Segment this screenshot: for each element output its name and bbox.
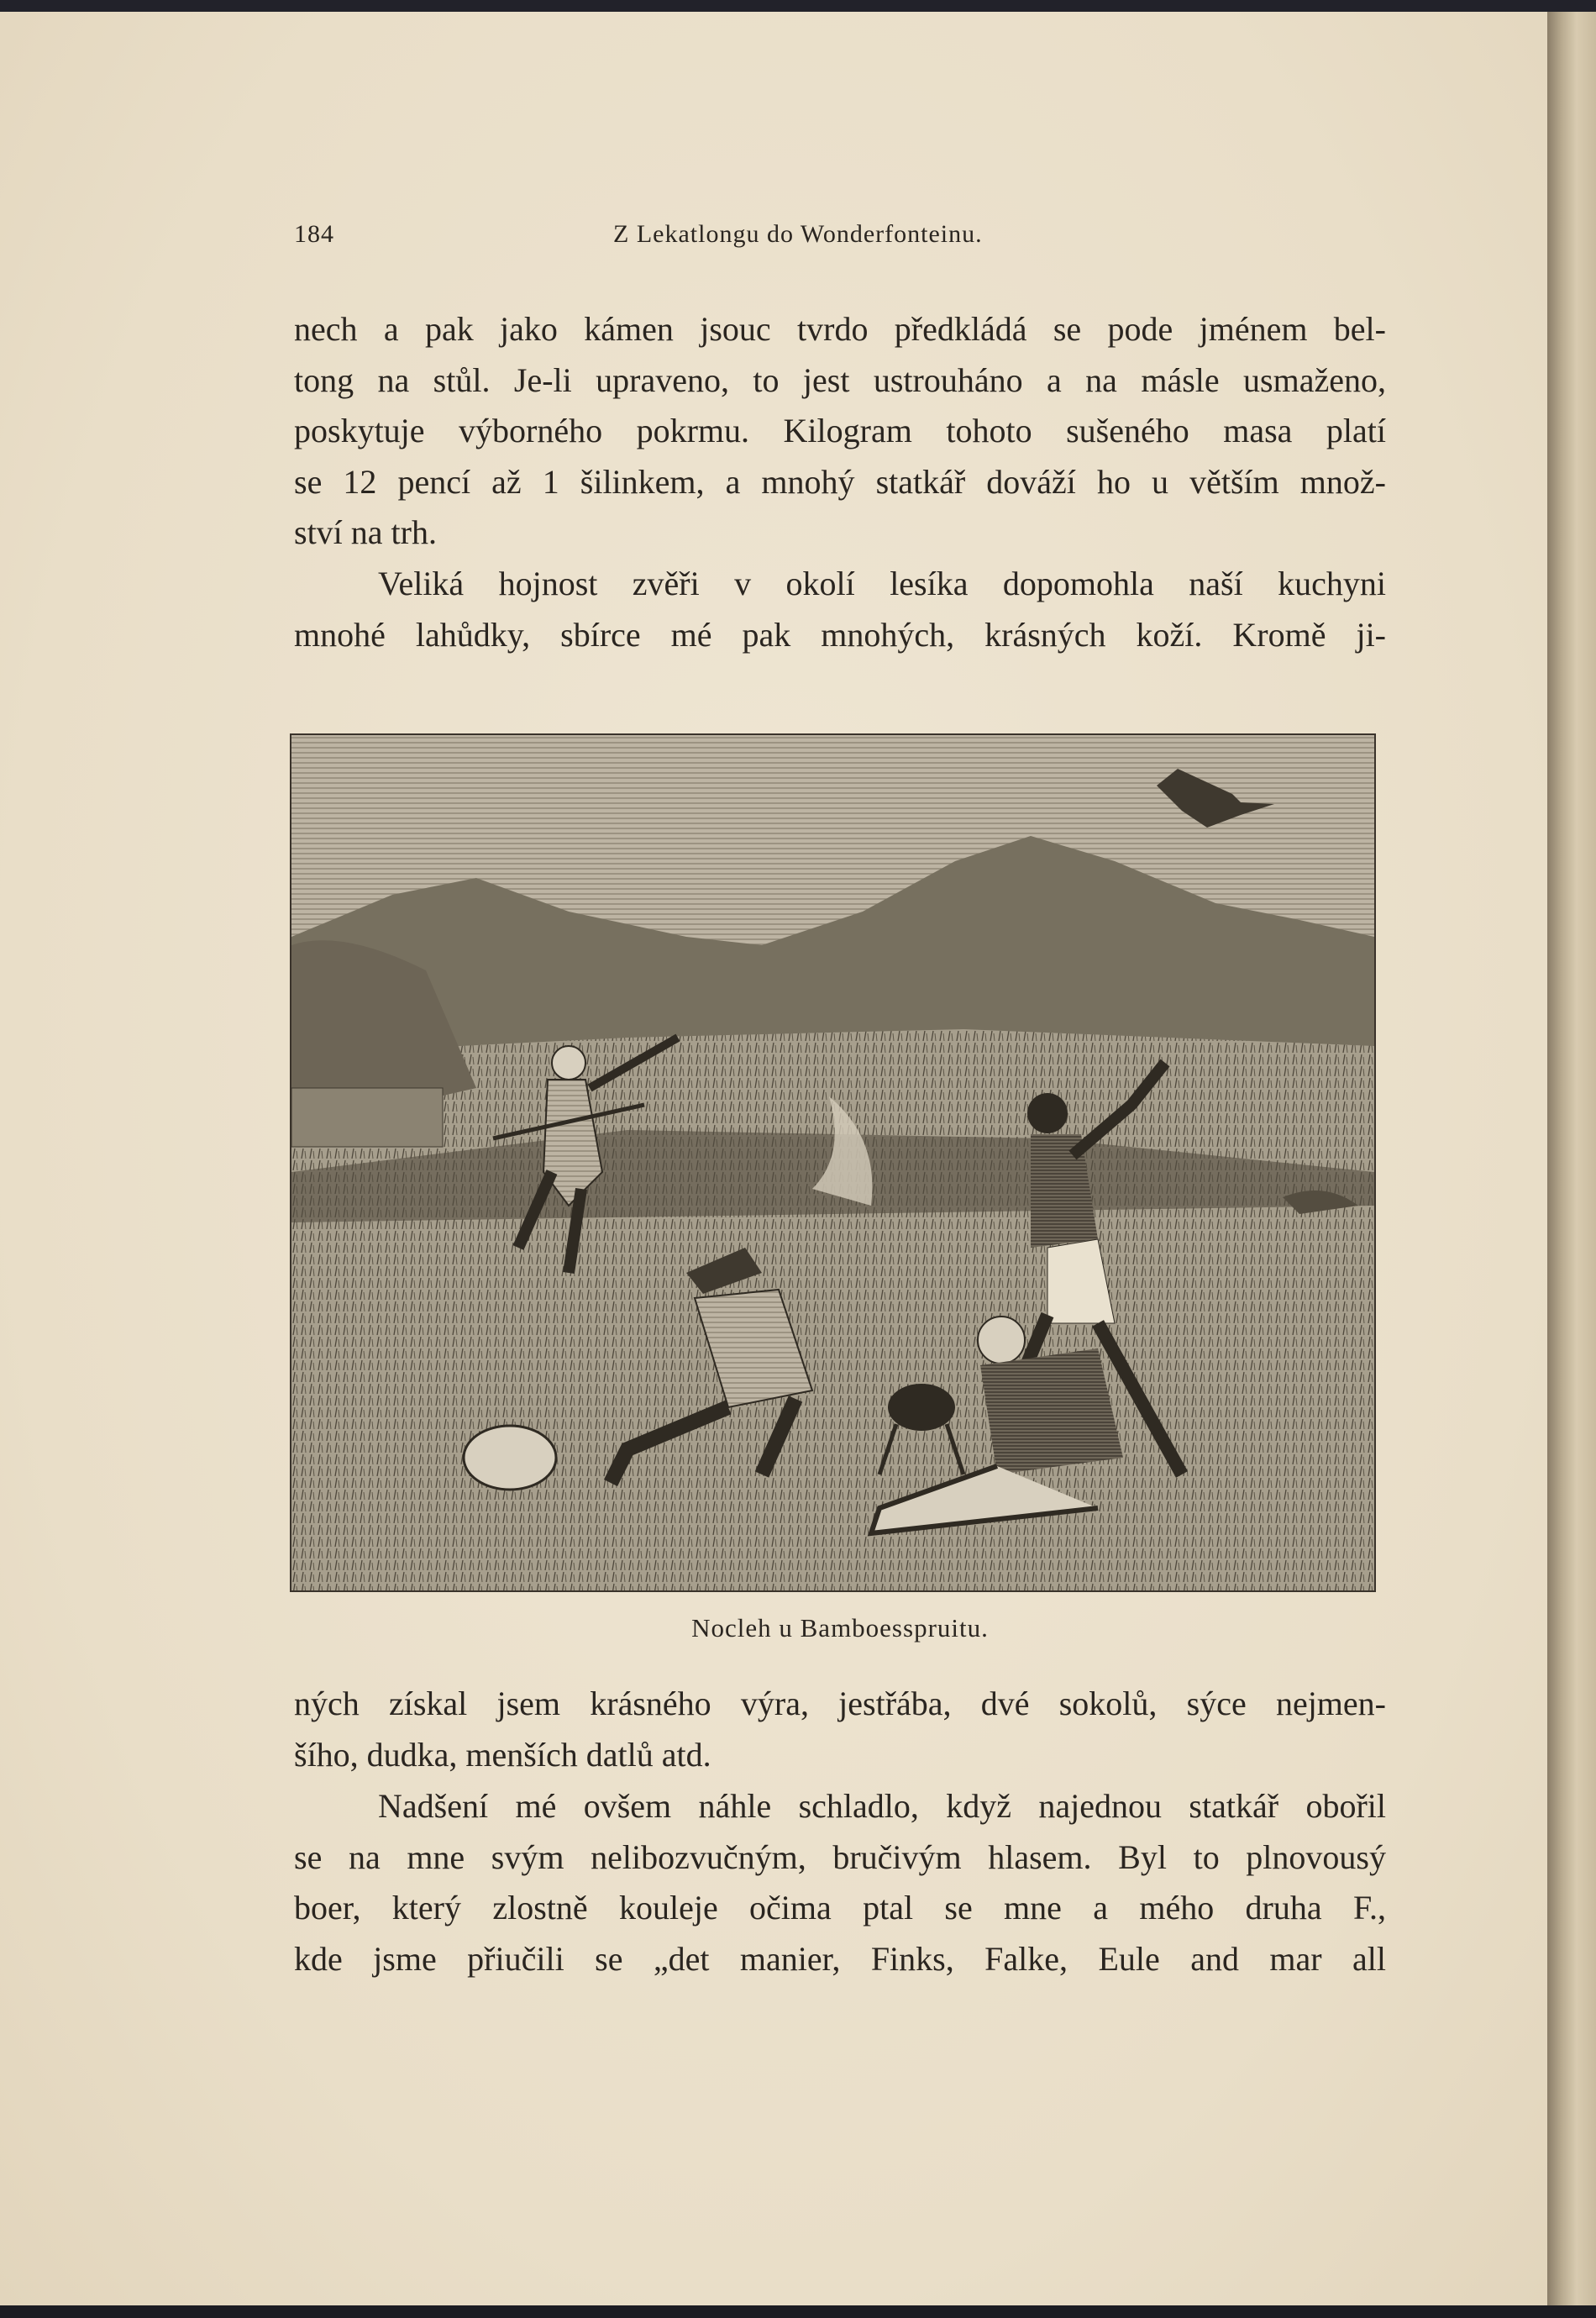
paragraph-2 xyxy=(294,559,1386,660)
running-title: Z Lekatlongu do Wonderfonteinu. xyxy=(613,220,983,248)
barrel xyxy=(464,1426,556,1490)
text-line: se 12 pencí až 1 šilinkem, a mnohý statkář dováží ho u větším množ- xyxy=(294,462,1386,501)
text-line: boer, který zlostně kouleje očima ptal se mne a mého druha F., xyxy=(294,1889,1386,1926)
text-line: se na mne svým nelibozvučným, bručivým hlasem. Byl to plnovousý xyxy=(294,1837,1386,1876)
engraving-illustration xyxy=(290,733,1376,1592)
engraving-scene xyxy=(291,735,1374,1590)
paragraph-4 xyxy=(294,1781,1386,1984)
text-line: ství na trh. xyxy=(294,513,437,551)
grassland xyxy=(291,1029,1374,1590)
text-line: Nadšení mé ovšem náhle schladlo, když najednou statkář obořil xyxy=(378,1787,1386,1825)
text-line: poskytuje výborného pokrmu. Kilogram tohoto sušeného masa platí xyxy=(294,412,1386,449)
illustration-caption: Nocleh u Bamboesspruitu. xyxy=(691,1613,989,1643)
text-line: kde jsme přiučili se „det manier, Finks, Falke, Eule and mar all xyxy=(294,1939,1386,1978)
text-line: mnohé lahůdky, sbírce mé pak mnohých, krásných koží. Kromě ji- xyxy=(294,615,1386,654)
page-gutter-edge xyxy=(1547,12,1596,2305)
wagon-body xyxy=(291,1088,443,1147)
paragraph-3 xyxy=(294,1679,1386,1780)
page-number: 184 xyxy=(294,220,334,248)
text-line: nech a pak jako kámen jsouc tvrdo předkládá se pode jménem bel- xyxy=(294,310,1386,348)
paragraph-1 xyxy=(294,304,1386,559)
text-line: ných získal jsem krásného výra, jestřába, dvé sokolů, sýce nejmen- xyxy=(294,1685,1386,1722)
text-line: Veliká hojnost zvěři v okolí lesíka dopomohla naší kuchyni xyxy=(378,565,1386,602)
text-line: tong na stůl. Je-li upraveno, to jest ustrouháno a na másle usmaženo, xyxy=(294,360,1386,399)
scan-top-edge xyxy=(0,0,1596,12)
text-line: šího, dudka, menších datlů atd. xyxy=(294,1735,711,1774)
page-header xyxy=(294,220,1394,254)
